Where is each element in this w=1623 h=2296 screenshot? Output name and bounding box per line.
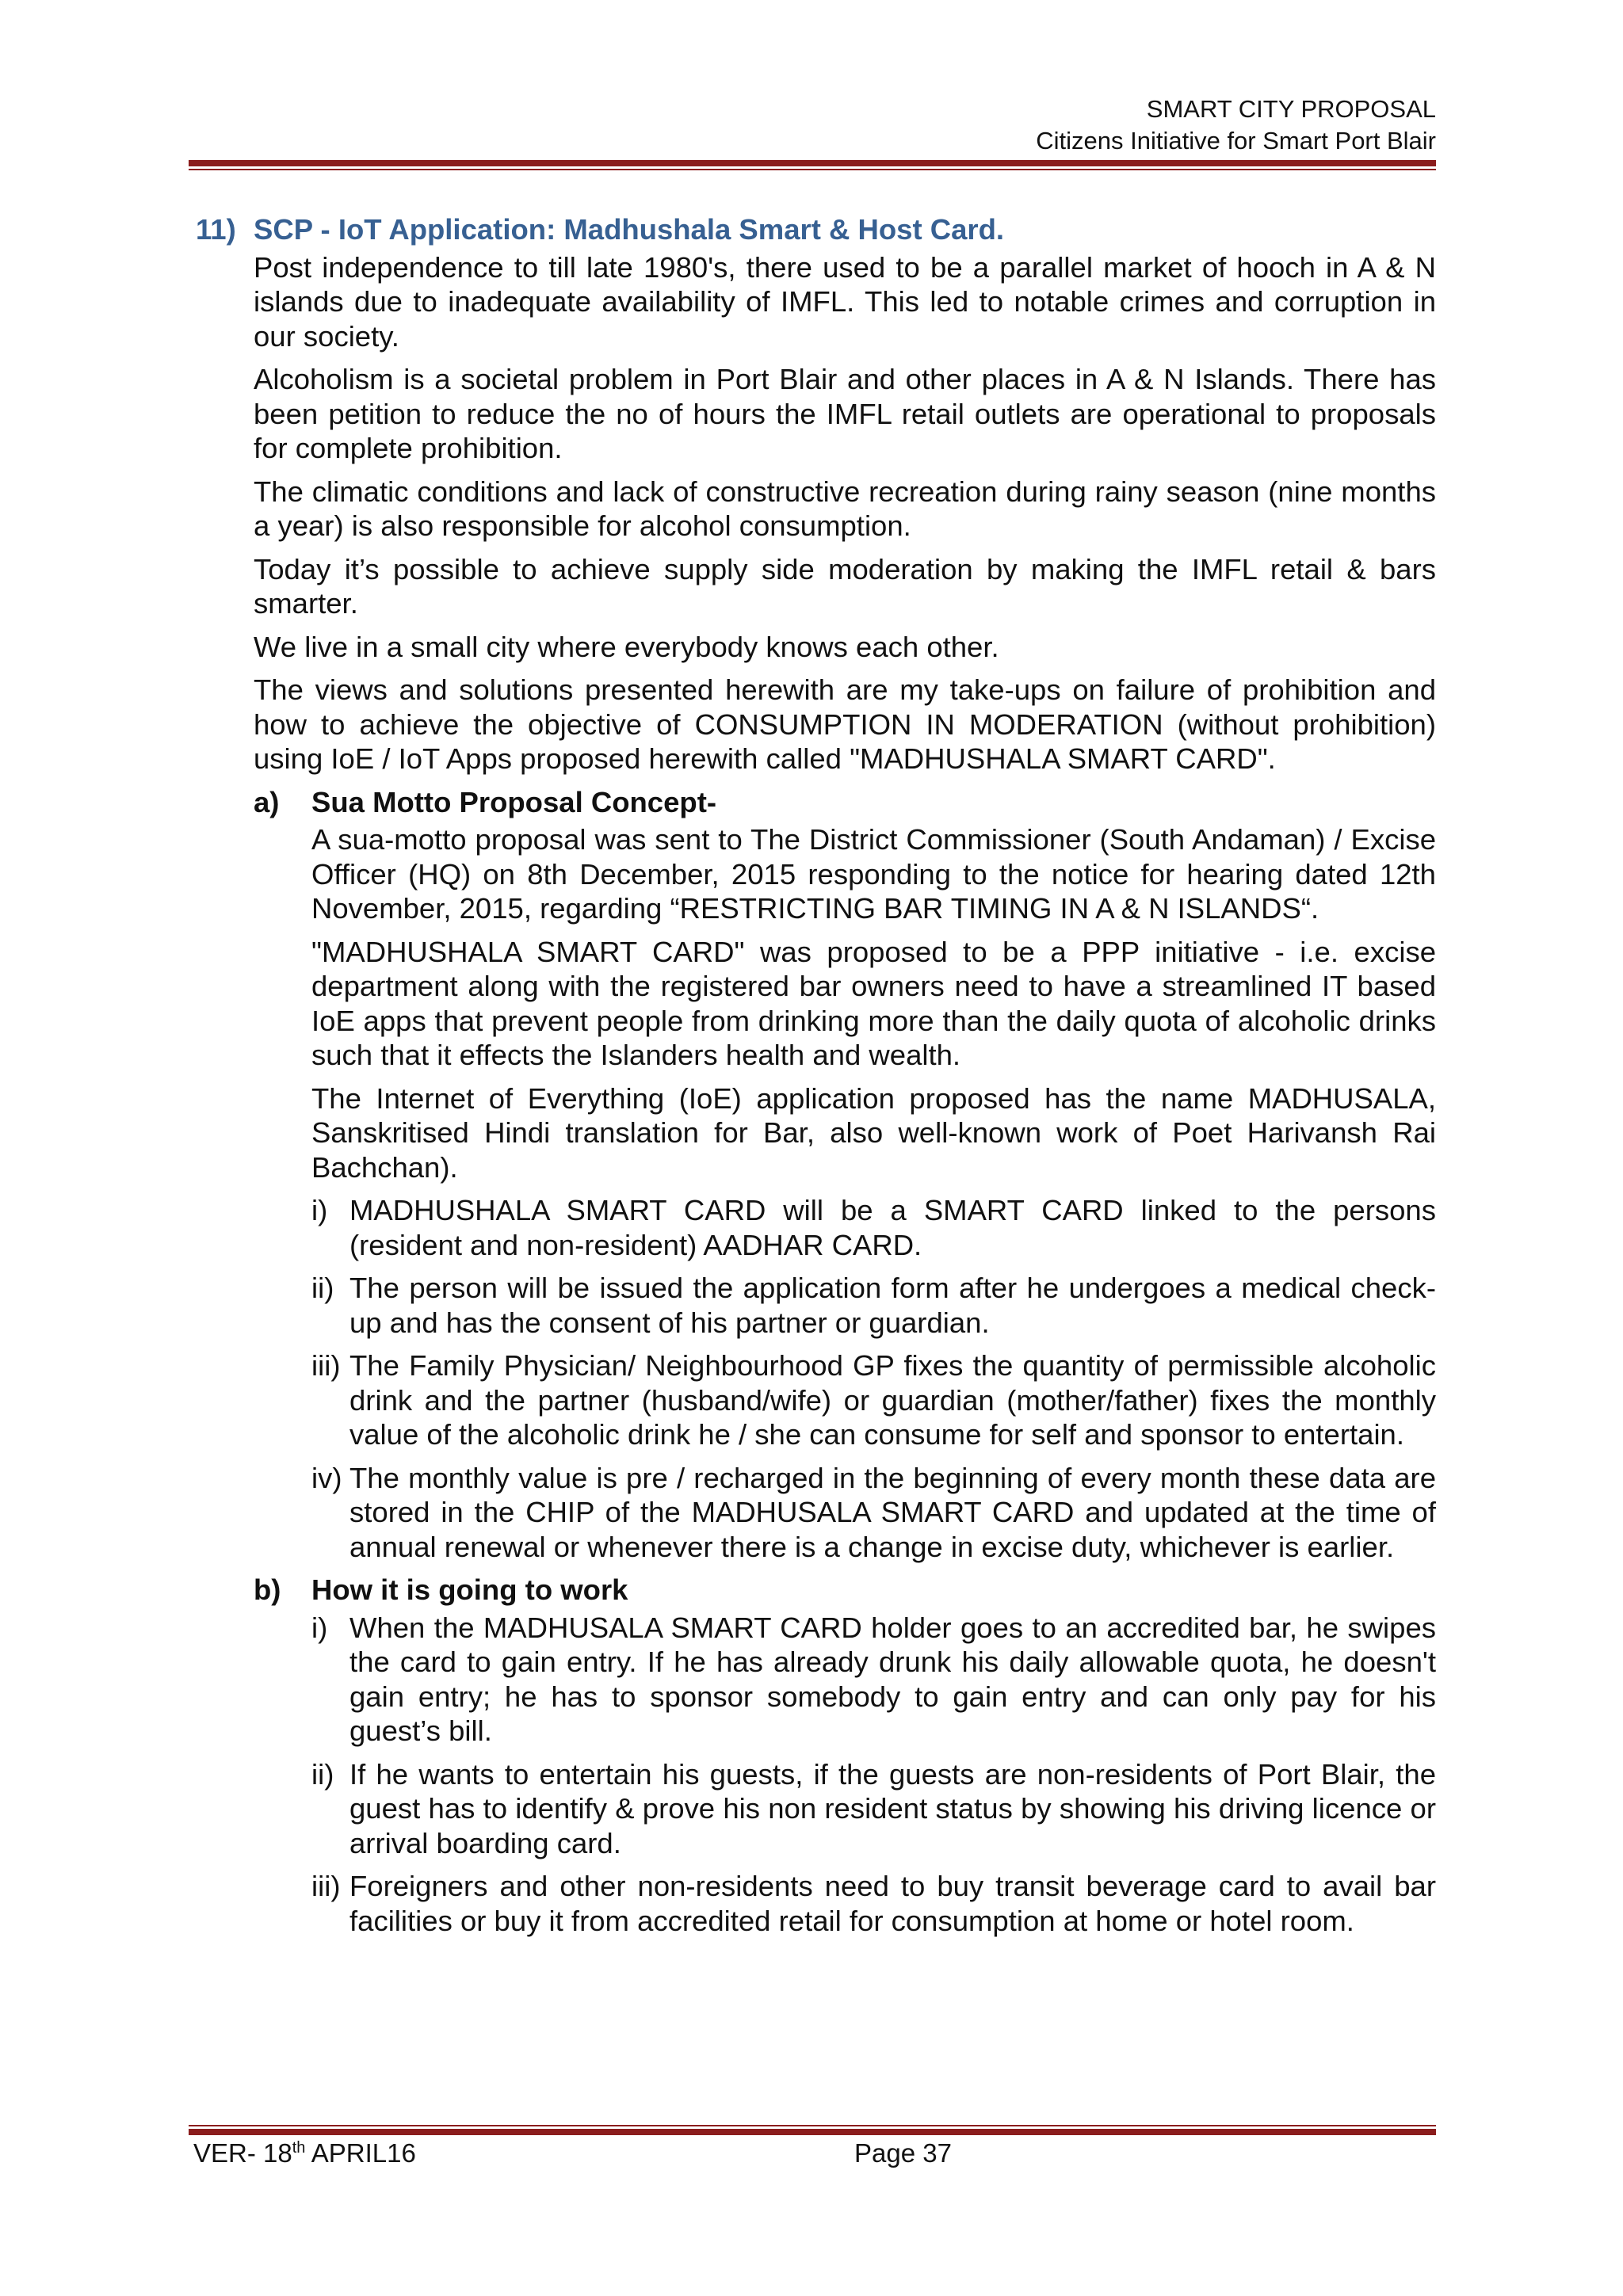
list-item xyxy=(311,1757,1436,1861)
list-item xyxy=(311,1869,1436,1938)
subsection-label: a) xyxy=(254,785,280,818)
list-item-text: Foreigners and other non-residents need to buy transit beverage card to avail bar facilities or buy it from accredited retail for consumption at home or hotel room. xyxy=(349,1870,1436,1937)
header-title: SMART CITY PROPOSAL xyxy=(1146,95,1436,123)
list-item-number: i) xyxy=(311,1194,328,1226)
list-item-number: ii) xyxy=(311,1757,334,1791)
header-subtitle: Citizens Initiative for Smart Port Blair xyxy=(1036,127,1436,154)
page-number: Page 37 xyxy=(854,2138,952,2168)
list-item-text: The monthly value is pre / recharged in the beginning of every month these data are stored in the CHIP of the MADHUSALA SMART CARD and updated at the time of annual renewal or whenever there is a change in excise duty, whichever is earlier. xyxy=(349,1461,1436,1563)
list-item-number: iv) xyxy=(311,1461,342,1494)
paragraph: The climatic conditions and lack of constructive recreation during rainy season (nine months a year) is also responsible for alcohol consumption. xyxy=(254,475,1436,542)
footer-version: VER- 18th APRIL16 xyxy=(193,2138,416,2168)
subsection-heading-a xyxy=(254,785,1436,820)
section-number: 11) xyxy=(196,213,236,246)
subsection-paragraph: "MADHUSHALA SMART CARD" was proposed to be a PPP initiative - i.e. excise department along with the registered bar owners need to have a streamlined IT based IoE apps that prevent people from drinking more than the daily quota of alcoholic drinks such that it effects the Islanders health and wealth. xyxy=(311,935,1436,1071)
list-item xyxy=(311,1348,1436,1452)
list-item-number: ii) xyxy=(311,1272,334,1304)
header-rule xyxy=(189,160,1436,170)
list-item xyxy=(311,1611,1436,1749)
paragraph: Today it’s possible to achieve supply side moderation by making the IMFL retail & bars smarter. xyxy=(254,552,1436,620)
list-item-number: iii) xyxy=(311,1349,341,1382)
list-item xyxy=(311,1193,1436,1262)
paragraph: We live in a small city where everybody knows each other. xyxy=(254,630,999,663)
subsection-heading-b xyxy=(254,1573,1436,1608)
subsection-paragraph: A sua-motto proposal was sent to The District Commissioner (South Andaman) / Excise Officer (HQ) on 8th December, 2015 responding to the notice for hearing dated 12th November, 2015, regarding “RESTRICTING BAR TIMING IN A & N ISLANDS“. xyxy=(311,823,1436,925)
paragraph: Post independence to till late 1980's, there used to be a parallel market of hooch in A & N islands due to inadequate availability of IMFL. This led to notable crimes and corruption in our society. xyxy=(254,250,1436,353)
section-title: SCP - IoT Application: Madhushala Smart & Host Card. xyxy=(254,213,1005,246)
list-item xyxy=(311,1461,1436,1565)
subsection-label: b) xyxy=(254,1573,281,1606)
list-item-text: If he wants to entertain his guests, if the guests are non-residents of Port Blair, the guest has to identify & prove his non resident status by showing his driving licence or arrival boarding card. xyxy=(349,1757,1436,1859)
list-item xyxy=(311,1271,1436,1340)
list-item-text: MADHUSHALA SMART CARD will be a SMART CARD linked to the persons (resident and non-resident) AADHAR CARD. xyxy=(349,1194,1436,1261)
section-heading xyxy=(196,212,1436,247)
list-item-text: The Family Physician/ Neighbourhood GP fixes the quantity of permissible alcoholic drink and the partner (husband/wife) or guardian (mother/father) fixes the monthly value of the alcoholic drink he / she can consume for self and sponsor to entertain. xyxy=(349,1349,1436,1451)
subsection-title: Sua Motto Proposal Concept- xyxy=(311,785,716,818)
paragraph: The views and solutions presented herewith are my take-ups on failure of prohibition and how to achieve the objective of CONSUMPTION IN MODERATION (without prohibition) using IoE / IoT Apps proposed herewith called "MADHUSHALA SMART CARD". xyxy=(254,673,1436,775)
subsection-title: How it is going to work xyxy=(311,1573,628,1606)
page-header xyxy=(1036,93,1436,157)
page-content xyxy=(196,212,1436,1947)
list-item-text: The person will be issued the application form after he undergoes a medical check-up and has the consent of his partner or guardian. xyxy=(349,1272,1436,1339)
subsection-paragraph: The Internet of Everything (IoE) application proposed has the name MADHUSALA, Sanskritised Hindi translation for Bar, also well-known work of Poet Harivansh Rai Bachchan). xyxy=(311,1081,1436,1184)
list-item-number: iii) xyxy=(311,1870,341,1902)
footer-rule xyxy=(189,2125,1436,2135)
list-item-number: i) xyxy=(311,1611,328,1644)
paragraph: Alcoholism is a societal problem in Port Blair and other places in A & N Islands. There has been petition to reduce the no of hours the IMFL retail outlets are operational to proposals for complete prohibition. xyxy=(254,363,1436,464)
list-item-text: When the MADHUSALA SMART CARD holder goes to an accredited bar, he swipes the card to gain entry. If he has already drunk his daily allowable quota, he doesn't gain entry; he has to sponsor somebody to gain entry and can only pay for his guest’s bill. xyxy=(349,1611,1436,1747)
